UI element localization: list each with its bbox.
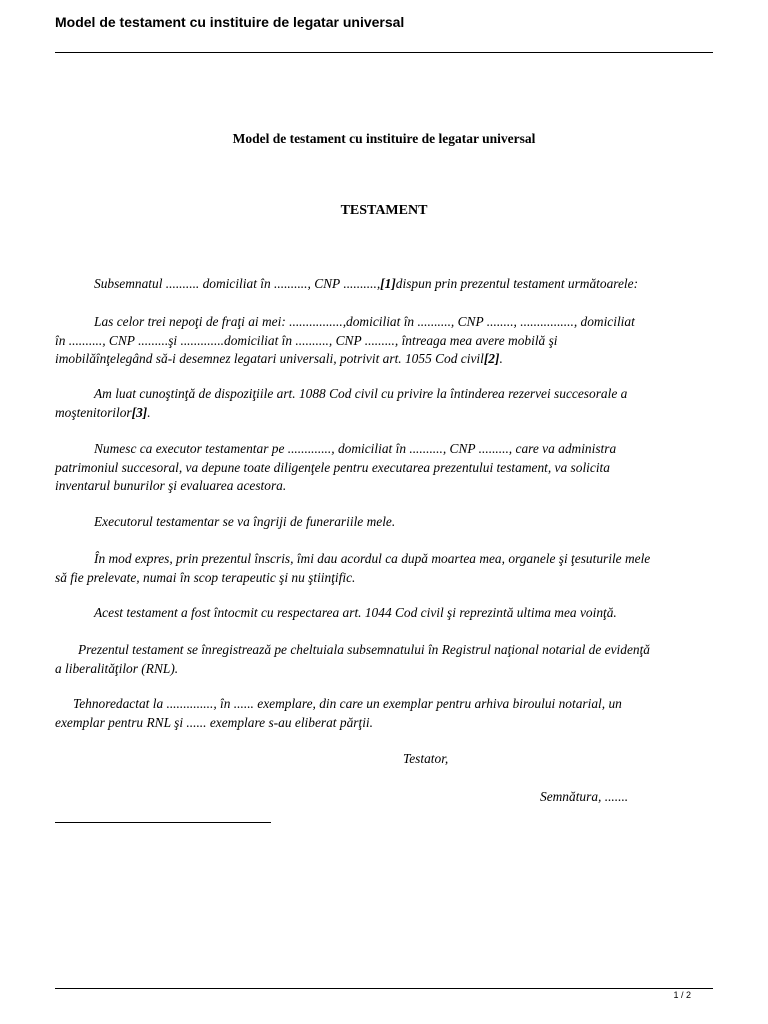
- paragraph-registration: [55, 641, 713, 678]
- page-number: 1 / 2: [673, 990, 691, 1000]
- testator-label: Testator,: [403, 751, 449, 766]
- paragraph-funeral: [55, 513, 713, 532]
- paragraph-reserve: [55, 385, 713, 422]
- paragraph-line: moştenitorilor[3].: [55, 404, 151, 420]
- footnote-separator: [55, 822, 271, 823]
- paragraph-line: Las celor trei nepoţi de fraţi ai mei: ................,domiciliat în .........., CNP ........, ................, domiciliat: [94, 314, 635, 329]
- paragraph-line: Prezentul testament se înregistrează pe cheltuiala subsemnatului în Registrul naţional notarial de evidenţă: [78, 642, 651, 657]
- footnote-ref-2[interactable]: [2]: [483, 351, 500, 366]
- signature-label: Semnătura, .......: [540, 789, 629, 804]
- running-header-title: Model de testament cu instituire de legatar universal: [55, 14, 405, 30]
- paragraph-organs: [55, 550, 713, 587]
- paragraph-line: inventarul bunurilor şi evaluarea acestora.: [55, 478, 287, 493]
- paragraph-line: Executorul testamentar se va îngriji de funerariile mele.: [94, 514, 396, 529]
- paragraph-copies: [55, 695, 713, 732]
- document-subtitle: TESTAMENT: [340, 203, 428, 218]
- footnote-ref-3[interactable]: [3]: [131, 404, 148, 420]
- paragraph-line: a liberalităţilor (RNL).: [55, 660, 179, 676]
- paragraph-line: În mod expres, prin prezentul înscris, îmi dau acordul ca după moartea mea, organele şi ţesuturile mele: [94, 551, 651, 566]
- footnote-ref-1[interactable]: [1]: [380, 276, 396, 291]
- paragraph-line: Am luat cunoştinţă de dispoziţiile art. 1088 Cod civil cu privire la întinderea rezervei succesorale a: [94, 386, 628, 401]
- paragraph-disposition: [55, 275, 713, 294]
- paragraph-executor: [55, 440, 713, 496]
- header-divider: [55, 52, 713, 53]
- paragraph-line: în .........., CNP .........şi .............domiciliat în .........., CNP ........., întreaga mea avere mobilă şi: [55, 332, 558, 348]
- paragraph-compliance: [55, 604, 713, 623]
- paragraph-line: patrimoniul succesoral, va depune toate diligenţele pentru executarea prezentului testament, va solicita: [55, 459, 610, 475]
- document-title: Model de testament cu instituire de legatar universal: [232, 131, 536, 146]
- paragraph-line: să fie prelevate, numai în scop terapeutic şi nu ştiinţific.: [55, 569, 356, 585]
- paragraph-line: exemplar pentru RNL şi ...... exemplare s-au eliberat părţii.: [55, 714, 373, 730]
- paragraph-legatees: [55, 313, 713, 369]
- paragraph-line: Tehnoredactat la .............., în ...... exemplare, din care un exemplar pentru arhiva biroului notarial, un: [73, 696, 622, 711]
- paragraph-line: Numesc ca executor testamentar pe ............., domiciliat în .........., CNP ........., care va administra: [94, 441, 617, 456]
- footer-divider: [55, 988, 713, 989]
- paragraph-line: Acest testament a fost întocmit cu respectarea art. 1044 Cod civil şi reprezintă ultima mea voinţă.: [94, 605, 617, 620]
- paragraph-line: Subsemnatul .......... domiciliat în .........., CNP ..........,[1]dispun prin prezentul testament următoarele:: [94, 276, 639, 291]
- paragraph-line: imobilăînţelegând să-i desemnez legatari universali, potrivit art. 1055 Cod civil[2].: [55, 351, 503, 366]
